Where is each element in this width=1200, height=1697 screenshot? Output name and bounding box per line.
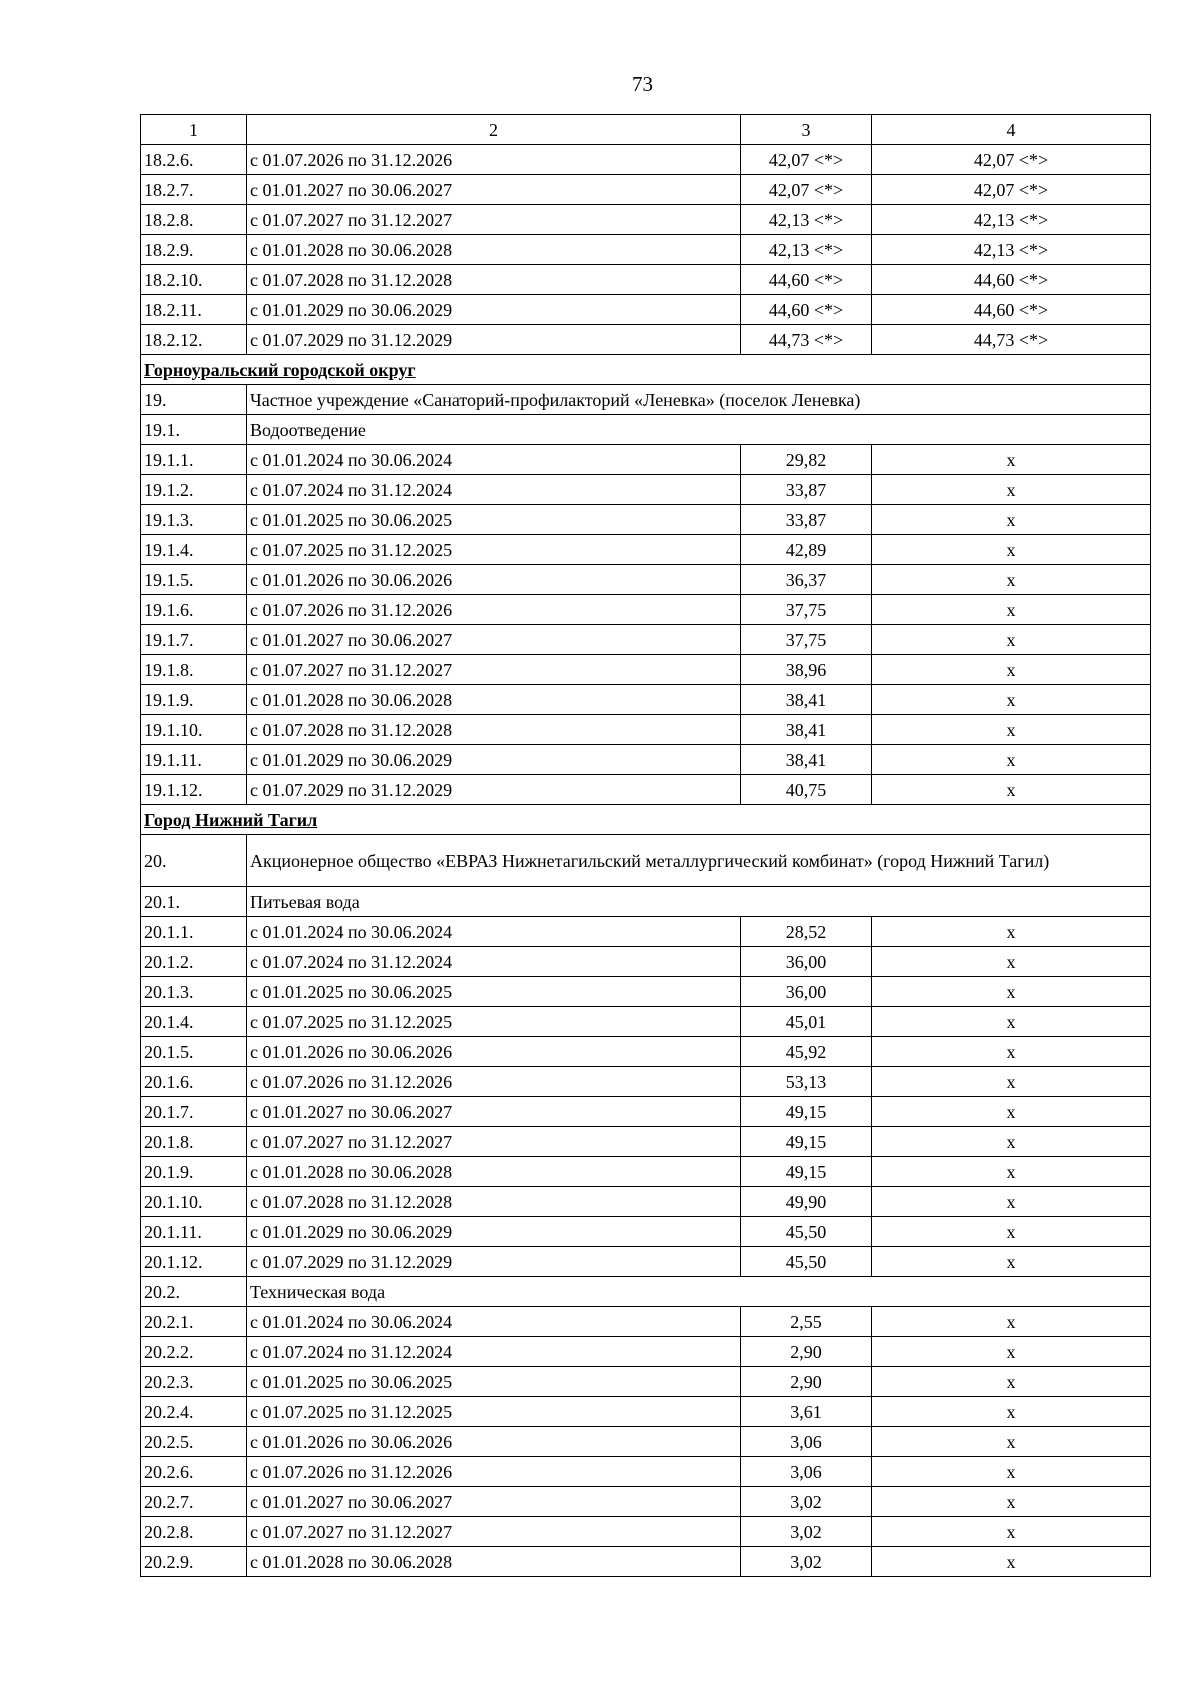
- value-col3: 36,00: [741, 977, 872, 1007]
- value-col4: x: [872, 1187, 1151, 1217]
- value-col4: x: [872, 1337, 1151, 1367]
- table-row: [141, 1187, 1151, 1217]
- row-number: 20.1.11.: [141, 1217, 247, 1247]
- table-row: [141, 595, 1151, 625]
- period-cell: с 01.01.2028 по 30.06.2028: [247, 1157, 741, 1187]
- value-col4: x: [872, 1397, 1151, 1427]
- row-number: 19.1.12.: [141, 775, 247, 805]
- row-number: 19.1.: [141, 415, 247, 445]
- value-col4: x: [872, 535, 1151, 565]
- period-cell: с 01.01.2024 по 30.06.2024: [247, 1307, 741, 1337]
- period-cell: с 01.01.2027 по 30.06.2027: [247, 625, 741, 655]
- period-cell: с 01.01.2026 по 30.06.2026: [247, 1037, 741, 1067]
- table-row: [141, 505, 1151, 535]
- value-col3: 42,13 <*>: [741, 205, 872, 235]
- value-col3: 40,75: [741, 775, 872, 805]
- row-number: 20.2.6.: [141, 1457, 247, 1487]
- value-col4: 42,13 <*>: [872, 235, 1151, 265]
- value-col3: 37,75: [741, 625, 872, 655]
- value-col4: x: [872, 745, 1151, 775]
- table-row: [141, 1427, 1151, 1457]
- section-row: [141, 805, 1151, 835]
- period-cell: с 01.01.2028 по 30.06.2028: [247, 685, 741, 715]
- table-row: [141, 917, 1151, 947]
- period-cell: с 01.01.2027 по 30.06.2027: [247, 1487, 741, 1517]
- row-number: 20.1.6.: [141, 1067, 247, 1097]
- value-col3: 45,01: [741, 1007, 872, 1037]
- period-cell: с 01.01.2025 по 30.06.2025: [247, 505, 741, 535]
- table-row: [141, 1367, 1151, 1397]
- value-col4: x: [872, 1547, 1151, 1577]
- row-number: 20.2.3.: [141, 1367, 247, 1397]
- period-cell: с 01.07.2027 по 31.12.2027: [247, 655, 741, 685]
- value-col3: 3,06: [741, 1427, 872, 1457]
- value-col4: x: [872, 655, 1151, 685]
- value-col3: 37,75: [741, 595, 872, 625]
- table-row: [141, 947, 1151, 977]
- row-number: 20.1.8.: [141, 1127, 247, 1157]
- group-title: Частное учреждение «Санаторий-профилакторий «Леневка» (поселок Леневка): [247, 385, 1151, 415]
- value-col4: 44,60 <*>: [872, 295, 1151, 325]
- table-row: [141, 265, 1151, 295]
- row-number: 20.1.4.: [141, 1007, 247, 1037]
- row-number: 19.1.9.: [141, 685, 247, 715]
- period-cell: с 01.01.2029 по 30.06.2029: [247, 745, 741, 775]
- period-cell: с 01.07.2025 по 31.12.2025: [247, 1397, 741, 1427]
- table-row: [141, 1127, 1151, 1157]
- row-number: 19.1.4.: [141, 535, 247, 565]
- row-number: 20.2.8.: [141, 1517, 247, 1547]
- value-col4: x: [872, 685, 1151, 715]
- period-cell: с 01.07.2029 по 31.12.2029: [247, 775, 741, 805]
- section-title: Горноуральский городской округ: [141, 355, 1151, 385]
- value-col4: 42,07 <*>: [872, 145, 1151, 175]
- value-col3: 38,41: [741, 715, 872, 745]
- row-number: 19.: [141, 385, 247, 415]
- value-col3: 44,73 <*>: [741, 325, 872, 355]
- period-cell: с 01.07.2029 по 31.12.2029: [247, 1247, 741, 1277]
- value-col4: x: [872, 1367, 1151, 1397]
- row-number: 20.2.4.: [141, 1397, 247, 1427]
- table-row: [141, 1067, 1151, 1097]
- group-row: [141, 385, 1151, 415]
- column-header-1: 1: [141, 115, 247, 145]
- table-row: [141, 1517, 1151, 1547]
- row-number: 20.2.9.: [141, 1547, 247, 1577]
- row-number: 18.2.8.: [141, 205, 247, 235]
- period-cell: с 01.01.2028 по 30.06.2028: [247, 235, 741, 265]
- value-col3: 49,15: [741, 1127, 872, 1157]
- table-row: [141, 1397, 1151, 1427]
- row-number: 20.1.1.: [141, 917, 247, 947]
- row-number: 19.1.10.: [141, 715, 247, 745]
- value-col4: x: [872, 1037, 1151, 1067]
- row-number: 19.1.3.: [141, 505, 247, 535]
- value-col3: 2,55: [741, 1307, 872, 1337]
- value-col3: 44,60 <*>: [741, 265, 872, 295]
- column-header-4: 4: [872, 115, 1151, 145]
- value-col4: x: [872, 475, 1151, 505]
- value-col3: 36,00: [741, 947, 872, 977]
- period-cell: с 01.07.2029 по 31.12.2029: [247, 325, 741, 355]
- row-number: 18.2.11.: [141, 295, 247, 325]
- row-number: 20.: [141, 835, 247, 887]
- value-col4: 42,07 <*>: [872, 175, 1151, 205]
- value-col4: x: [872, 917, 1151, 947]
- table-row: [141, 1307, 1151, 1337]
- row-number: 20.2.1.: [141, 1307, 247, 1337]
- value-col3: 3,06: [741, 1457, 872, 1487]
- table-row: [141, 175, 1151, 205]
- group-row: [141, 887, 1151, 917]
- period-cell: с 01.07.2024 по 31.12.2024: [247, 475, 741, 505]
- row-number: 20.1.3.: [141, 977, 247, 1007]
- value-col4: x: [872, 1247, 1151, 1277]
- period-cell: с 01.07.2025 по 31.12.2025: [247, 1007, 741, 1037]
- value-col4: x: [872, 775, 1151, 805]
- row-number: 19.1.6.: [141, 595, 247, 625]
- table-row: [141, 445, 1151, 475]
- period-cell: с 01.01.2025 по 30.06.2025: [247, 1367, 741, 1397]
- column-header-3: 3: [741, 115, 872, 145]
- row-number: 20.2.2.: [141, 1337, 247, 1367]
- group-title: Акционерное общество «ЕВРАЗ Нижнетагильский металлургический комбинат» (город Нижний Тагил): [247, 835, 1151, 887]
- table-row: [141, 1457, 1151, 1487]
- table-row: [141, 235, 1151, 265]
- row-number: 20.1.2.: [141, 947, 247, 977]
- value-col3: 3,02: [741, 1487, 872, 1517]
- period-cell: с 01.01.2029 по 30.06.2029: [247, 295, 741, 325]
- table-row: [141, 1337, 1151, 1367]
- value-col3: 45,92: [741, 1037, 872, 1067]
- value-col3: 49,15: [741, 1157, 872, 1187]
- value-col4: x: [872, 1097, 1151, 1127]
- value-col3: 38,96: [741, 655, 872, 685]
- period-cell: с 01.07.2024 по 31.12.2024: [247, 947, 741, 977]
- value-col4: 44,60 <*>: [872, 265, 1151, 295]
- value-col4: x: [872, 1487, 1151, 1517]
- row-number: 18.2.10.: [141, 265, 247, 295]
- value-col3: 42,07 <*>: [741, 175, 872, 205]
- row-number: 19.1.5.: [141, 565, 247, 595]
- period-cell: с 01.01.2029 по 30.06.2029: [247, 1217, 741, 1247]
- value-col3: 29,82: [741, 445, 872, 475]
- value-col3: 49,15: [741, 1097, 872, 1127]
- value-col3: 33,87: [741, 475, 872, 505]
- table-row: [141, 475, 1151, 505]
- group-title: Водоотведение: [247, 415, 1151, 445]
- period-cell: с 01.07.2027 по 31.12.2027: [247, 1127, 741, 1157]
- table-row: [141, 145, 1151, 175]
- table-row: [141, 325, 1151, 355]
- page-number: 73: [632, 72, 653, 96]
- period-cell: с 01.01.2028 по 30.06.2028: [247, 1547, 741, 1577]
- value-col4: x: [872, 977, 1151, 1007]
- period-cell: с 01.07.2028 по 31.12.2028: [247, 1187, 741, 1217]
- value-col4: x: [872, 1007, 1151, 1037]
- table-row: [141, 1007, 1151, 1037]
- table-row: [141, 205, 1151, 235]
- value-col3: 42,07 <*>: [741, 145, 872, 175]
- table-row: [141, 1217, 1151, 1247]
- row-number: 20.1.9.: [141, 1157, 247, 1187]
- period-cell: с 01.01.2024 по 30.06.2024: [247, 917, 741, 947]
- row-number: 19.1.11.: [141, 745, 247, 775]
- table-row: [141, 625, 1151, 655]
- value-col4: x: [872, 1067, 1151, 1097]
- table-body: [141, 115, 1151, 1577]
- row-number: 18.2.7.: [141, 175, 247, 205]
- value-col4: x: [872, 1457, 1151, 1487]
- tariff-table: [140, 114, 1151, 1577]
- value-col3: 38,41: [741, 745, 872, 775]
- group-title: Питьевая вода: [247, 887, 1151, 917]
- group-title: Техническая вода: [247, 1277, 1151, 1307]
- row-number: 20.2.5.: [141, 1427, 247, 1457]
- table-row: [141, 745, 1151, 775]
- value-col3: 42,89: [741, 535, 872, 565]
- table-row: [141, 715, 1151, 745]
- value-col4: x: [872, 715, 1151, 745]
- row-number: 18.2.6.: [141, 145, 247, 175]
- row-number: 20.1.12.: [141, 1247, 247, 1277]
- value-col4: x: [872, 505, 1151, 535]
- value-col4: x: [872, 445, 1151, 475]
- value-col4: x: [872, 625, 1151, 655]
- period-cell: с 01.01.2027 по 30.06.2027: [247, 175, 741, 205]
- period-cell: с 01.01.2024 по 30.06.2024: [247, 445, 741, 475]
- row-number: 19.1.1.: [141, 445, 247, 475]
- value-col3: 3,02: [741, 1547, 872, 1577]
- period-cell: с 01.07.2028 по 31.12.2028: [247, 265, 741, 295]
- section-title: Город Нижний Тагил: [141, 805, 1151, 835]
- group-row: [141, 415, 1151, 445]
- group-row: [141, 1277, 1151, 1307]
- value-col3: 49,90: [741, 1187, 872, 1217]
- value-col4: x: [872, 947, 1151, 977]
- value-col3: 45,50: [741, 1247, 872, 1277]
- table-row: [141, 685, 1151, 715]
- row-number: 18.2.12.: [141, 325, 247, 355]
- table-row: [141, 295, 1151, 325]
- table-row: [141, 565, 1151, 595]
- table-row: [141, 1037, 1151, 1067]
- group-row: [141, 835, 1151, 887]
- period-cell: с 01.07.2026 по 31.12.2026: [247, 595, 741, 625]
- period-cell: с 01.07.2025 по 31.12.2025: [247, 535, 741, 565]
- value-col3: 38,41: [741, 685, 872, 715]
- period-cell: с 01.07.2028 по 31.12.2028: [247, 715, 741, 745]
- value-col4: x: [872, 1517, 1151, 1547]
- period-cell: с 01.07.2026 по 31.12.2026: [247, 1067, 741, 1097]
- value-col4: x: [872, 595, 1151, 625]
- row-number: 20.1.7.: [141, 1097, 247, 1127]
- table-row: [141, 775, 1151, 805]
- table-row: [141, 655, 1151, 685]
- row-number: 20.2.: [141, 1277, 247, 1307]
- value-col3: 3,02: [741, 1517, 872, 1547]
- column-header-2: 2: [247, 115, 741, 145]
- period-cell: с 01.07.2026 по 31.12.2026: [247, 145, 741, 175]
- table-row: [141, 535, 1151, 565]
- table-row: [141, 977, 1151, 1007]
- value-col3: 53,13: [741, 1067, 872, 1097]
- section-row: [141, 355, 1151, 385]
- period-cell: с 01.01.2026 по 30.06.2026: [247, 1427, 741, 1457]
- value-col4: 44,73 <*>: [872, 325, 1151, 355]
- period-cell: с 01.07.2027 по 31.12.2027: [247, 205, 741, 235]
- row-number: 20.1.: [141, 887, 247, 917]
- value-col3: 36,37: [741, 565, 872, 595]
- table-row: [141, 1547, 1151, 1577]
- table-row: [141, 1487, 1151, 1517]
- period-cell: с 01.01.2026 по 30.06.2026: [247, 565, 741, 595]
- value-col4: x: [872, 1217, 1151, 1247]
- period-cell: с 01.01.2027 по 30.06.2027: [247, 1097, 741, 1127]
- table-row: [141, 1247, 1151, 1277]
- period-cell: с 01.07.2024 по 31.12.2024: [247, 1337, 741, 1367]
- value-col3: 42,13 <*>: [741, 235, 872, 265]
- value-col3: 2,90: [741, 1337, 872, 1367]
- row-number: 19.1.7.: [141, 625, 247, 655]
- value-col4: x: [872, 1427, 1151, 1457]
- value-col4: x: [872, 1127, 1151, 1157]
- value-col3: 3,61: [741, 1397, 872, 1427]
- value-col4: x: [872, 1307, 1151, 1337]
- row-number: 20.1.10.: [141, 1187, 247, 1217]
- value-col3: 33,87: [741, 505, 872, 535]
- period-cell: с 01.07.2027 по 31.12.2027: [247, 1517, 741, 1547]
- table-row: [141, 1157, 1151, 1187]
- value-col4: x: [872, 1157, 1151, 1187]
- value-col3: 45,50: [741, 1217, 872, 1247]
- table-header-row: [141, 115, 1151, 145]
- table-row: [141, 1097, 1151, 1127]
- row-number: 20.2.7.: [141, 1487, 247, 1517]
- row-number: 19.1.2.: [141, 475, 247, 505]
- row-number: 18.2.9.: [141, 235, 247, 265]
- value-col3: 44,60 <*>: [741, 295, 872, 325]
- period-cell: с 01.07.2026 по 31.12.2026: [247, 1457, 741, 1487]
- value-col3: 28,52: [741, 917, 872, 947]
- value-col4: 42,13 <*>: [872, 205, 1151, 235]
- row-number: 20.1.5.: [141, 1037, 247, 1067]
- period-cell: с 01.01.2025 по 30.06.2025: [247, 977, 741, 1007]
- value-col3: 2,90: [741, 1367, 872, 1397]
- row-number: 19.1.8.: [141, 655, 247, 685]
- value-col4: x: [872, 565, 1151, 595]
